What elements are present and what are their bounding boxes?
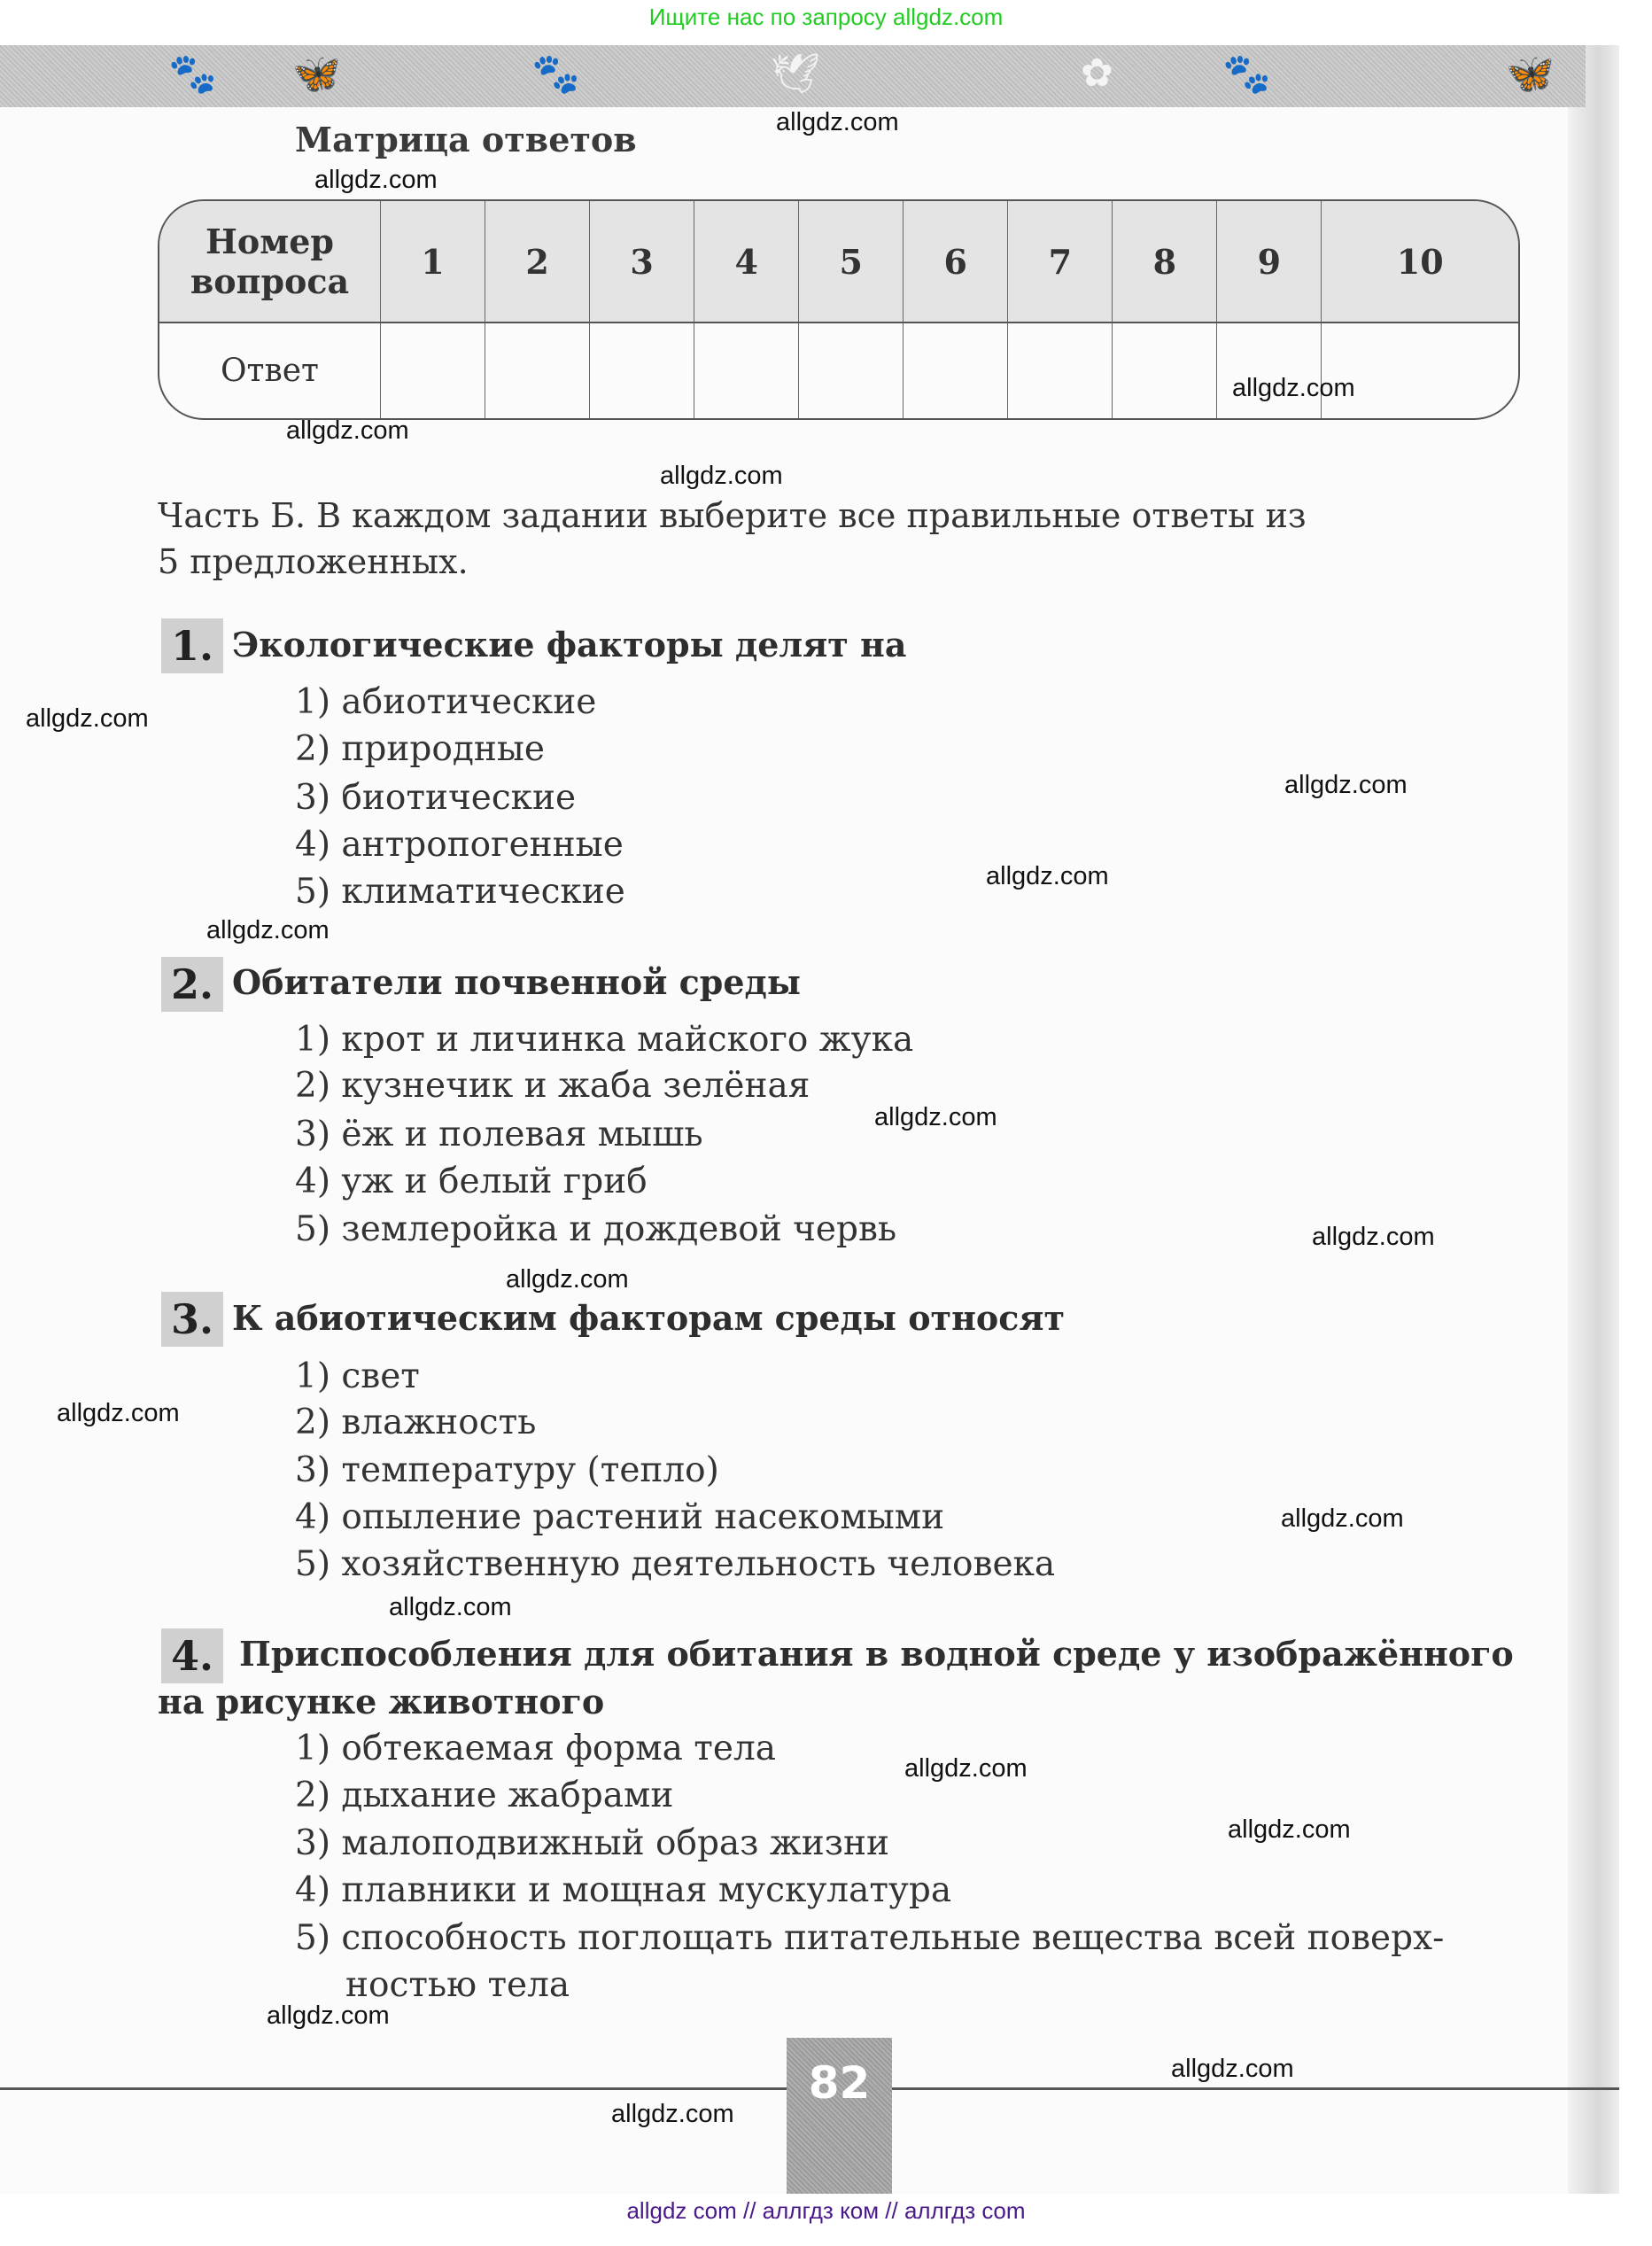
question-number: 3. (161, 1292, 223, 1347)
option: 2) дыхание жабрами (295, 1776, 674, 1815)
option: 1) крот и личинка майского жука (295, 1020, 914, 1060)
answer-cell[interactable] (694, 323, 799, 418)
answer-cell[interactable] (485, 323, 590, 418)
watermark: allgdz.com (1281, 1504, 1404, 1533)
watermark: allgdz.com (26, 704, 149, 733)
part-b-line1: Часть Б. В каждом задании выберите все правильные ответы из (158, 496, 1307, 535)
footer-links[interactable]: allgdz com // аллгдз ком // аллгдз com (626, 2197, 1026, 2224)
option: 3) температуру (тепло) (295, 1450, 719, 1490)
watermark: allgdz.com (986, 862, 1109, 890)
option: 4) плавники и мощная мускулатура (295, 1870, 952, 1910)
watermark: allgdz.com (286, 416, 409, 445)
option: 2) влажность (295, 1403, 537, 1442)
option: 5) способность поглощать питательные вещества всей поверх- (295, 1918, 1445, 1958)
col-4: 4 (694, 201, 799, 323)
animal-silhouette-icon: 🐾 (168, 51, 217, 97)
answer-cell[interactable] (1008, 323, 1113, 418)
question-title: К абиотическим факторам среды относят (232, 1298, 1066, 1338)
row-header-answer: Ответ (221, 353, 319, 389)
col-7: 7 (1008, 201, 1113, 323)
butterfly-icon: 🦋 (292, 51, 341, 97)
top-banner[interactable]: Ищите нас по запросу allgdz.com (648, 4, 1004, 30)
option: 4) уж и белый гриб (295, 1162, 648, 1201)
answer-cell[interactable] (1113, 323, 1217, 418)
page-number-box (787, 2038, 892, 2194)
question-title: Экологические факторы делят на (232, 625, 907, 664)
option-cont: ностью тела (345, 1965, 570, 2005)
watermark: allgdz.com (776, 108, 899, 136)
col-9: 9 (1217, 201, 1322, 323)
option: 1) обтекаемая форма тела (295, 1729, 776, 1768)
watermark: allgdz.com (1284, 771, 1408, 799)
option: 1) свет (295, 1356, 420, 1396)
butterfly-icon: 🦋 (1506, 51, 1555, 97)
question-title-cont: на рисунке животного (158, 1682, 605, 1721)
question-number: 2. (161, 957, 223, 1012)
option: 1) абиотические (295, 682, 597, 722)
page-number: 82 (808, 2057, 871, 2109)
question-title: Обитатели почвенной среды (232, 962, 801, 1002)
question-title: Приспособления для обитания в водной среде у изображённого (239, 1634, 1514, 1674)
watermark: allgdz.com (206, 916, 330, 944)
watermark: allgdz.com (1228, 1815, 1351, 1844)
col-10: 10 (1322, 201, 1518, 323)
watermark: allgdz.com (267, 2001, 390, 2030)
answer-cell[interactable] (904, 323, 1008, 418)
answer-cell[interactable] (1322, 323, 1518, 418)
watermark: allgdz.com (506, 1265, 629, 1294)
option: 4) опыление растений насекомыми (295, 1497, 945, 1537)
label-nomer: Номер (205, 221, 334, 261)
question-number: 4. (161, 1628, 223, 1683)
question-number: 1. (161, 618, 223, 673)
option: 2) кузнечик и жаба зелёная (295, 1066, 810, 1106)
option: 3) малоподвижный образ жизни (295, 1823, 889, 1863)
col-8: 8 (1113, 201, 1217, 323)
page-binding-shadow (1568, 45, 1619, 2194)
row-header-question (159, 201, 381, 323)
col-6: 6 (904, 201, 1008, 323)
col-1: 1 (381, 201, 485, 323)
option: 5) землеройка и дождевой червь (295, 1209, 897, 1249)
option: 3) биотические (295, 778, 577, 818)
option: 2) природные (295, 729, 545, 769)
col-2: 2 (485, 201, 590, 323)
answer-cell[interactable] (1217, 323, 1322, 418)
option: 5) хозяйственную деятельность человека (295, 1544, 1056, 1584)
answer-cell[interactable] (590, 323, 694, 418)
animal-silhouette-icon: 🐾 (531, 51, 580, 97)
bird-icon: 🕊 (771, 51, 820, 97)
watermark: allgdz.com (874, 1103, 997, 1131)
option: 5) климатические (295, 872, 625, 912)
header-animal-band (0, 45, 1586, 107)
matrix-answer-row (159, 323, 1518, 418)
watermark: allgdz.com (1171, 2055, 1294, 2083)
watermark: allgdz.com (660, 462, 783, 490)
matrix-header-row (159, 201, 1518, 323)
answer-cell[interactable] (799, 323, 904, 418)
option: 3) ёж и полевая мышь (295, 1115, 703, 1154)
watermark: allgdz.com (1312, 1223, 1435, 1251)
label-voprosa: вопроса (190, 261, 350, 301)
col-3: 3 (590, 201, 694, 323)
flower-icon: ✿ (1081, 51, 1113, 96)
part-b-line2: 5 предложенных. (158, 542, 469, 581)
watermark: allgdz.com (57, 1399, 180, 1427)
watermark: allgdz.com (904, 1754, 1028, 1783)
watermark: allgdz.com (1232, 374, 1355, 402)
animal-silhouette-icon: 🐾 (1222, 51, 1271, 97)
watermark: allgdz.com (611, 2100, 734, 2128)
matrix-title: Матрица ответов (295, 120, 637, 159)
option: 4) антропогенные (295, 825, 624, 865)
answer-cell[interactable] (381, 323, 485, 418)
watermark: allgdz.com (314, 166, 438, 194)
col-5: 5 (799, 201, 904, 323)
watermark: allgdz.com (389, 1593, 512, 1621)
